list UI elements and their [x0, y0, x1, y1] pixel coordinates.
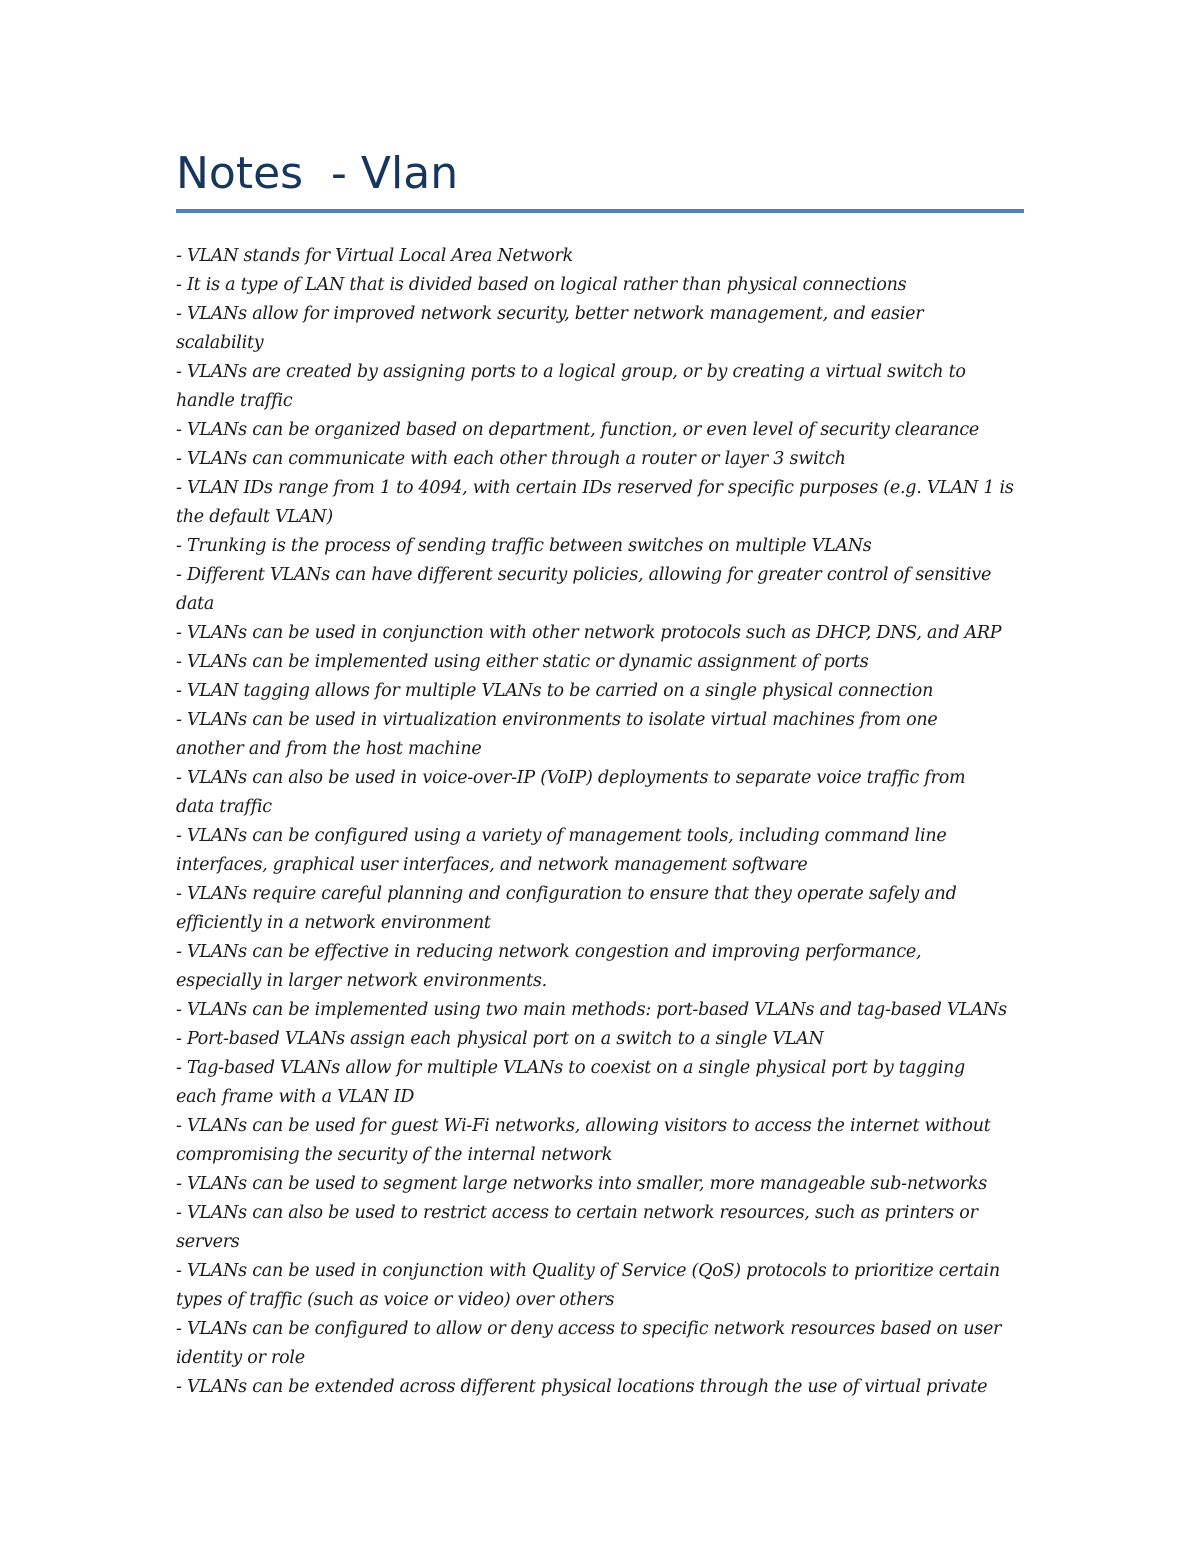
note-line: handle traffic [176, 391, 293, 411]
note-line: - Tag-based VLANs allow for multiple VLANs to coexist on a single physical port by tagging [176, 1058, 965, 1078]
note-line: - VLANs can be effective in reducing network congestion and improving performance, [176, 942, 922, 962]
note-line: identity or role [176, 1348, 305, 1368]
note-line: - VLANs can be used in conjunction with other network protocols such as DHCP, DNS, and ARP [176, 623, 1002, 643]
note-line: - VLANs can also be used in voice-over-IP (VoIP) deployments to separate voice traffic from [176, 768, 966, 788]
note-line: - Port-based VLANs assign each physical port on a switch to a single VLAN [176, 1029, 824, 1049]
note-line: - It is a type of LAN that is divided based on logical rather than physical connections [176, 275, 907, 295]
note-line: types of traffic (such as voice or video) over others [176, 1290, 615, 1310]
note-line: - VLAN IDs range from 1 to 4094, with certain IDs reserved for specific purposes (e.g. VLAN 1 is [176, 478, 1014, 498]
note-line: - VLANs can be used to segment large networks into smaller, more manageable sub-networks [176, 1174, 987, 1194]
note-line: data traffic [176, 797, 272, 817]
title-underline [176, 209, 1024, 213]
notes-body [176, 242, 1056, 1402]
note-line: - VLAN tagging allows for multiple VLANs to be carried on a single physical connection [176, 681, 934, 701]
note-line: - VLANs can also be used to restrict access to certain network resources, such as printers or [176, 1203, 978, 1223]
note-line: each frame with a VLAN ID [176, 1087, 415, 1107]
note-line: data [176, 594, 215, 614]
page-title: Notes - Vlan [176, 148, 459, 199]
note-line: - Different VLANs can have different security policies, allowing for greater control of sensitive [176, 565, 992, 585]
note-line: - VLANs can be implemented using two main methods: port-based VLANs and tag-based VLANs [176, 1000, 1007, 1020]
note-line: - VLANs can communicate with each other through a router or layer 3 switch [176, 449, 846, 469]
note-line: - VLANs can be used for guest Wi-Fi networks, allowing visitors to access the internet without [176, 1116, 991, 1136]
note-line: - VLANs allow for improved network security, better network management, and easier [176, 304, 924, 324]
note-line: - VLAN stands for Virtual Local Area Network [176, 246, 573, 266]
note-line: - VLANs can be configured to allow or deny access to specific network resources based on user [176, 1319, 1002, 1339]
note-line: - VLANs can be configured using a variety of management tools, including command line [176, 826, 947, 846]
note-line: - VLANs require careful planning and configuration to ensure that they operate safely and [176, 884, 957, 904]
note-line: - VLANs are created by assigning ports to a logical group, or by creating a virtual switch to [176, 362, 966, 382]
note-line: another and from the host machine [176, 739, 482, 759]
note-line: - VLANs can be used in conjunction with Quality of Service (QoS) protocols to prioritize certain [176, 1261, 1000, 1281]
note-line: - VLANs can be organized based on department, function, or even level of security clearance [176, 420, 979, 440]
note-line: - VLANs can be implemented using either static or dynamic assignment of ports [176, 652, 869, 672]
note-line: - VLANs can be used in virtualization environments to isolate virtual machines from one [176, 710, 938, 730]
note-line: efficiently in a network environment [176, 913, 491, 933]
note-line: especially in larger network environments. [176, 971, 547, 991]
note-line: - Trunking is the process of sending traffic between switches on multiple VLANs [176, 536, 872, 556]
note-line: compromising the security of the internal network [176, 1145, 613, 1165]
note-line: scalability [176, 333, 264, 353]
note-line: the default VLAN) [176, 507, 333, 527]
note-line: - VLANs can be extended across different physical locations through the use of virtual private [176, 1377, 988, 1397]
note-line: interfaces, graphical user interfaces, and network management software [176, 855, 808, 875]
note-line: servers [176, 1232, 240, 1252]
